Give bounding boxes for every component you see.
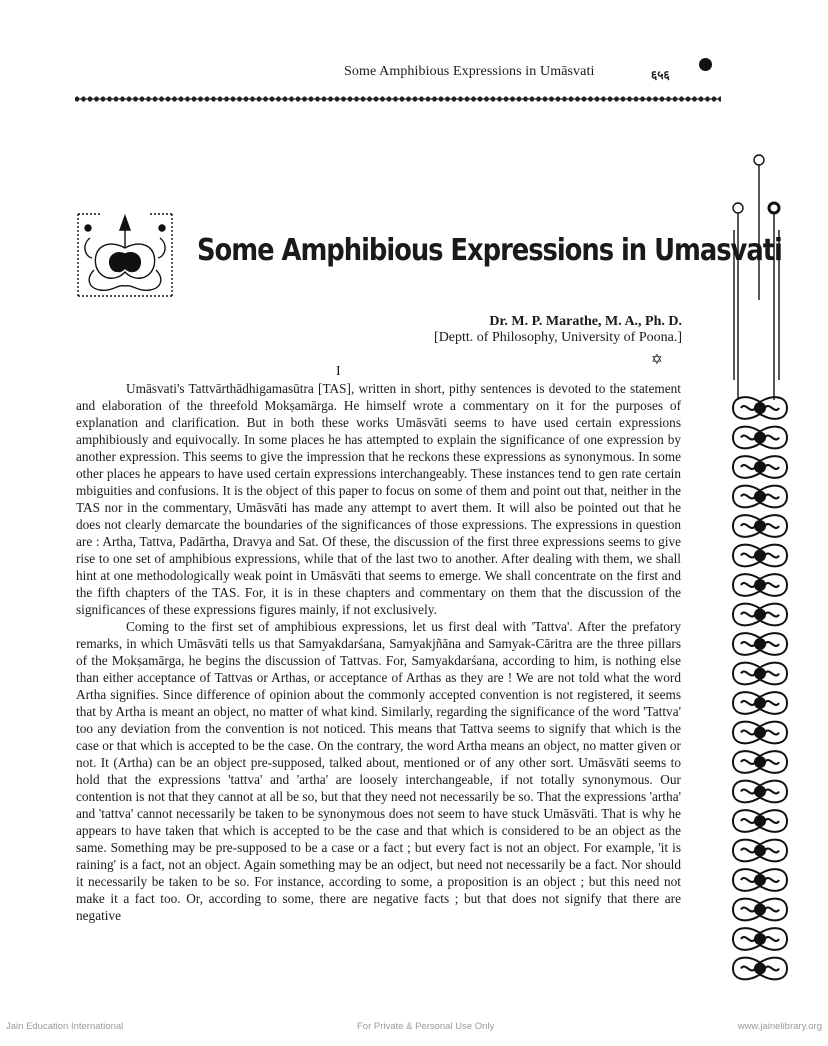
paragraph-1: Umāsvati's Tattvārthādhigamasūtra [TAS], written in short, pithy sentences is devoted to the statement and elaboration of the threefold Mokṣamārga. He himself wrote a commentary on it for the purposes of explanation and clarification. But in both these works Umāsvāti seems to have used certain expressions amphibiously and equivocally. In some places he has attempted to explain the significance of one expression by another expression. This seems to give the impression that he reckons these expressions as synonymous. In some other places he appears to have used certain expressions interchangeably. These instances tend to gen rate certain mbiguities and confusions. It is the object of this paper to focus on some of them and point out that, neither in the TAS nor in the commentary, Umāsvāti has made any attempt to avert them. It will also be pointed out that he does not clearly demarcate the boundaries of the significances of those expressions. The expressions in question are : Artha, Tattva, Padārtha, Dravya and Sat. Of these, the discussion of the first three expressions seems to give rise to one set of amphibious expressions, while that of the last two to another. After dealing with them, we shall hint at one methodologically weak point in Umāsvāti that seems to emerge. We shall concentrate on the first and the fifth chapters of the TAS. For, it is in these chapters and commentary on them that the discussion of the significances of these expressions figures mainly, if not exclusively. (76, 381, 681, 617)
article-body (76, 380, 681, 924)
footer-website: www.jainelibrary.org (737, 1021, 822, 1032)
paragraph-2: Coming to the first set of amphibious expressions, let us first deal with 'Tattva'. After the prefatory remarks, in which Umāsvāti tells us that Samyakdarśana, Samyakjñāna and Samyak-Cāritra are the three pillars of the Mokṣamārga, he begins the discussion of Tattvas. For, Samyakdarśana, according to him, is nothing else than either acceptance of Tattvas or Arthas, or acceptance of Arthas as they are ! We are not told what the word Artha signifies. Since difference of opinion about the commonly accepted convention is not registered, it seems that by Artha is meant an object, no matter of what kind. Similarly, regarding the significance of the word 'Tattva' too any deviation from the convention is not noticed. This means that Tattva seems to signify that which is the case or that which is accepted to be the case. On the contrary, the word Artha means an object, no matter given or not. It (Artha) can be an object pre-supposed, talked about, mentioned or of any other sort. Umāsvāti seems to hold that the expressions 'tattva' and 'artha' are loosely interchangeable, if not totally synonymous. Our contention is not that they cannot at all be so, but that they need not necessarily be so. That the expressions 'artha' and 'tattva' cannot necessarily be taken to be synonymous does not seem to have stuck Umāsvāti. That is why he appears to have taken that which is accepted to be the case and that which is considered to be an object as the same. Something may be pre-supposed to be a case or a fact ; but every fact is not an object. For example, 'it is raining' is a fact, not an object. Again something may be an odject, but need not necessarily be a fact. Nor should it necessarily be taken to be so. For instance, according to some, a proposition is an object ; but this need not make it a fact too. Or, according to some, there are negative facts ; but that does not signify that there are negative (76, 619, 681, 923)
punch-hole (699, 58, 712, 71)
page-number: ६५६ (651, 68, 670, 82)
decorative-rule (75, 95, 721, 103)
ornamental-border-icon (727, 388, 793, 986)
author-affiliation: [Deptt. of Philosophy, University of Poona.] (434, 330, 682, 345)
title-ornament-icon (72, 208, 178, 302)
section-number: I (336, 364, 341, 379)
footer-publisher: Jain Education International (6, 1021, 124, 1032)
author-name: Dr. M. P. Marathe, M. A., Ph. D. (489, 314, 682, 329)
article-title: Some Amphibious Expressions in Umasvati (197, 233, 782, 268)
star-ornament-icon: ✡ (651, 353, 663, 368)
footer-usage-note: For Private & Personal Use Only (357, 1021, 495, 1032)
running-title: Some Amphibious Expressions in Umāsvati (344, 64, 595, 79)
